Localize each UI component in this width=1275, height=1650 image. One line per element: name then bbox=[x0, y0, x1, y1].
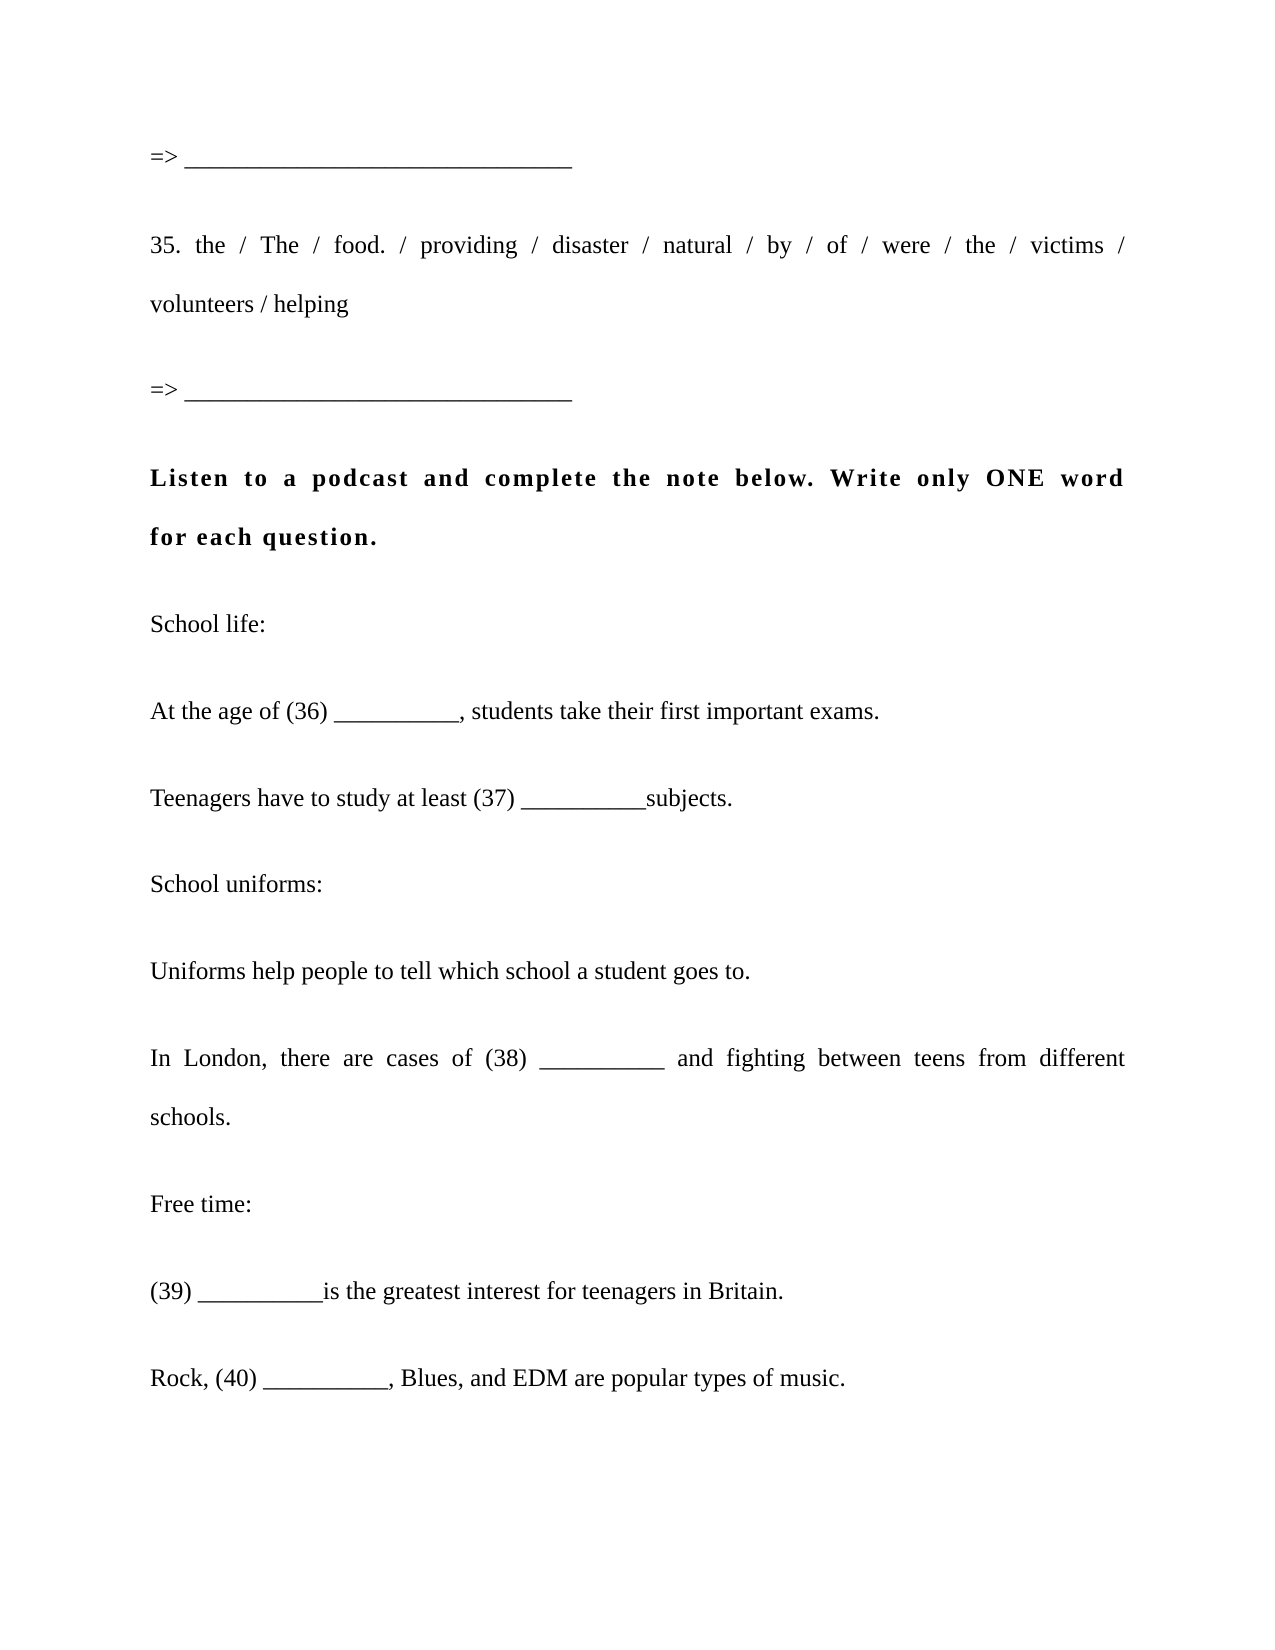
question-35-word: 35. bbox=[150, 232, 182, 259]
question-35-word: the bbox=[195, 232, 226, 259]
instruction-word: ONE bbox=[985, 465, 1047, 492]
instruction-word: complete bbox=[484, 465, 599, 492]
instruction-line-2: for each question. bbox=[150, 524, 379, 551]
question-35-word: / bbox=[944, 232, 952, 259]
question-35-word: / bbox=[861, 232, 869, 259]
question-35-word: victims bbox=[1030, 232, 1104, 259]
question-38-word: there bbox=[280, 1045, 331, 1072]
question-35-word: / bbox=[746, 232, 754, 259]
instruction-word: note bbox=[666, 465, 721, 492]
instruction-word: Write bbox=[829, 465, 903, 492]
question-37: Teenagers have to study at least (37) __________subjects. bbox=[150, 785, 733, 812]
question-35-word: natural bbox=[663, 232, 733, 259]
question-35-word: by bbox=[767, 232, 793, 259]
question-38-word: and bbox=[677, 1045, 714, 1072]
question-35-line-1 bbox=[150, 231, 1125, 261]
question-38-word: In bbox=[150, 1045, 171, 1072]
question-35-word: providing bbox=[420, 232, 518, 259]
answer-line-35: => _______________________________ bbox=[150, 377, 572, 404]
question-38-word: are bbox=[342, 1045, 374, 1072]
uniforms-note: Uniforms help people to tell which school a student goes to. bbox=[150, 958, 751, 985]
question-35-line-2: volunteers / helping bbox=[150, 291, 349, 318]
instruction-word: only bbox=[916, 465, 972, 492]
question-38-word: different bbox=[1039, 1045, 1125, 1072]
question-35-word: disaster bbox=[552, 232, 629, 259]
question-38-line-2: schools. bbox=[150, 1104, 232, 1131]
heading-free-time: Free time: bbox=[150, 1191, 253, 1218]
question-35-word: the bbox=[965, 232, 996, 259]
instruction-word: word bbox=[1060, 465, 1125, 492]
question-35-word: / bbox=[399, 232, 407, 259]
question-35-word: / bbox=[312, 232, 320, 259]
instruction-word: below. bbox=[735, 465, 816, 492]
instruction-word: Listen bbox=[150, 465, 230, 492]
heading-school-life: School life: bbox=[150, 611, 266, 638]
question-38-word: teens bbox=[913, 1045, 966, 1072]
question-35-word: / bbox=[531, 232, 539, 259]
question-35-word: food. bbox=[333, 232, 386, 259]
question-38-line-1 bbox=[150, 1044, 1125, 1074]
heading-school-uniforms: School uniforms: bbox=[150, 871, 323, 898]
question-35-word: of bbox=[826, 232, 848, 259]
instruction-line-1 bbox=[150, 464, 1125, 494]
question-35-word: / bbox=[239, 232, 247, 259]
instruction-word: to bbox=[244, 465, 270, 492]
question-38-word: cases bbox=[386, 1045, 439, 1072]
question-35-word: / bbox=[1009, 232, 1017, 259]
instruction-word: a bbox=[283, 465, 299, 492]
instruction-word: and bbox=[423, 465, 471, 492]
question-40: Rock, (40) __________, Blues, and EDM are popular types of music. bbox=[150, 1365, 846, 1392]
instruction-word: podcast bbox=[312, 465, 410, 492]
answer-line-34: => _______________________________ bbox=[150, 144, 572, 171]
question-35-word: were bbox=[882, 232, 931, 259]
question-35-word: / bbox=[805, 232, 813, 259]
question-38-word: from bbox=[977, 1045, 1027, 1072]
question-38-word: between bbox=[817, 1045, 902, 1072]
question-38-word: of bbox=[451, 1045, 473, 1072]
question-39: (39) __________is the greatest interest for teenagers in Britain. bbox=[150, 1278, 784, 1305]
question-36: At the age of (36) __________, students take their first important exams. bbox=[150, 698, 880, 725]
question-38-word: __________ bbox=[539, 1045, 665, 1072]
question-35-word: / bbox=[1117, 232, 1125, 259]
question-35-word: / bbox=[642, 232, 650, 259]
question-35-word: The bbox=[260, 232, 300, 259]
question-38-word: London, bbox=[183, 1045, 268, 1072]
question-38-word: (38) bbox=[485, 1045, 527, 1072]
question-38-word: fighting bbox=[726, 1045, 806, 1072]
instruction-word: the bbox=[612, 465, 653, 492]
